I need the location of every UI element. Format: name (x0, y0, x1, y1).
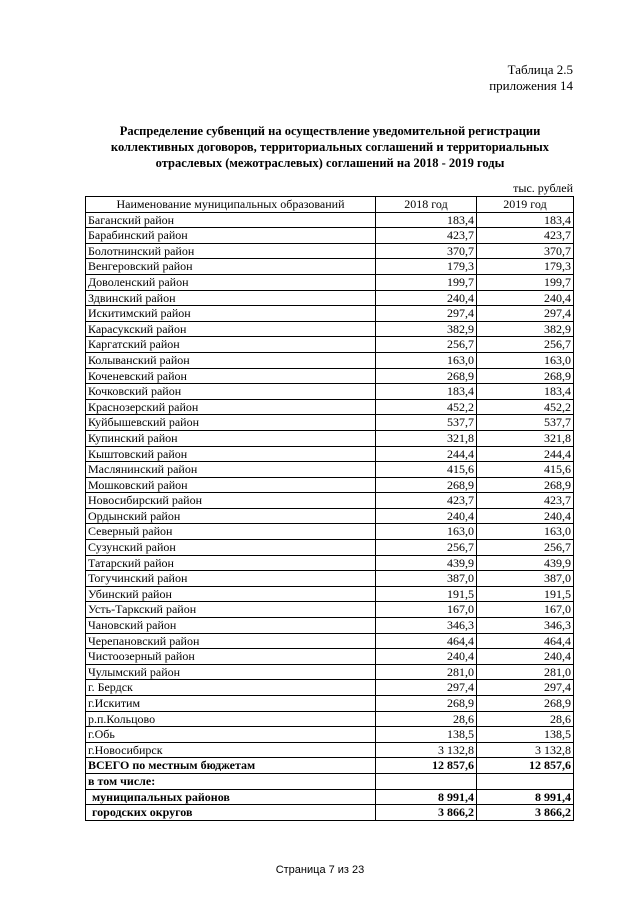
value-2019-cell: 382,9 (477, 321, 574, 337)
table-reference-line2: приложения 14 (489, 78, 573, 93)
value-2018-cell: 28,6 (376, 711, 477, 727)
table-row (86, 212, 574, 228)
value-2018-cell: 268,9 (376, 696, 477, 712)
value-2018-cell: 199,7 (376, 274, 477, 290)
table-row (86, 337, 574, 353)
value-2019-cell: 240,4 (477, 290, 574, 306)
table-row (86, 415, 574, 431)
table-row (86, 727, 574, 743)
value-2019-cell: 3 132,8 (477, 742, 574, 758)
table-row (86, 555, 574, 571)
value-2019-cell: 387,0 (477, 571, 574, 587)
value-2019-cell: 439,9 (477, 555, 574, 571)
title-line-3: отраслевых (межотраслевых) соглашений на 2018 - 2019 годы (155, 156, 505, 170)
value-2018-cell: 12 857,6 (376, 758, 477, 774)
row-name-cell: Чулымский район (86, 664, 376, 680)
value-2018-cell: 167,0 (376, 602, 477, 618)
table-row (86, 618, 574, 634)
value-2018-cell: 423,7 (376, 493, 477, 509)
table-row (86, 259, 574, 275)
row-name-cell: Коченевский район (86, 368, 376, 384)
row-name-cell: г.Обь (86, 727, 376, 743)
table-row (86, 228, 574, 244)
value-2019-cell: 8 991,4 (477, 789, 574, 805)
value-2019-cell: 415,6 (477, 462, 574, 478)
subsidy-table (85, 196, 574, 821)
row-name-cell: Усть-Таркский район (86, 602, 376, 618)
value-2019-cell: 268,9 (477, 368, 574, 384)
value-2019-cell: 464,4 (477, 633, 574, 649)
value-2018-cell: 464,4 (376, 633, 477, 649)
row-name-cell: Болотнинский район (86, 243, 376, 259)
value-2018-cell: 423,7 (376, 228, 477, 244)
row-name-cell: Новосибирский район (86, 493, 376, 509)
value-2019-cell: 452,2 (477, 399, 574, 415)
row-name-cell: г.Искитим (86, 696, 376, 712)
table-row (86, 306, 574, 322)
row-name-cell: Ордынский район (86, 508, 376, 524)
value-2019-cell: 163,0 (477, 524, 574, 540)
value-2019-cell: 167,0 (477, 602, 574, 618)
row-name-cell: Маслянинский район (86, 462, 376, 478)
table-reference-line1: Таблица 2.5 (507, 62, 573, 77)
table-row (86, 321, 574, 337)
row-name-cell: Барабинский район (86, 228, 376, 244)
table-row (86, 290, 574, 306)
row-name-cell: г. Бердск (86, 680, 376, 696)
value-2019-cell: 179,3 (477, 259, 574, 275)
table-row (86, 602, 574, 618)
table-row (86, 524, 574, 540)
table-row (86, 586, 574, 602)
row-name-cell: Баганский район (86, 212, 376, 228)
value-2018-cell: 183,4 (376, 212, 477, 228)
table-header-row (86, 197, 574, 213)
value-2019-cell: 423,7 (477, 228, 574, 244)
row-name-cell: Карасукский район (86, 321, 376, 337)
row-name-cell: Здвинский район (86, 290, 376, 306)
row-name-cell: г.Новосибирск (86, 742, 376, 758)
value-2019-cell: 346,3 (477, 618, 574, 634)
table-row (86, 633, 574, 649)
table-row-including (86, 773, 574, 789)
row-name-cell: Сузунский район (86, 540, 376, 556)
value-2018-cell: 191,5 (376, 586, 477, 602)
value-2018-cell: 179,3 (376, 259, 477, 275)
value-2019-cell: 537,7 (477, 415, 574, 431)
row-name-cell: Чистоозерный район (86, 649, 376, 665)
empty-cell (477, 773, 574, 789)
row-name-cell: Кыштовский район (86, 446, 376, 462)
row-name-cell: Колыванский район (86, 352, 376, 368)
table-row (86, 399, 574, 415)
value-2019-cell: 256,7 (477, 337, 574, 353)
value-2019-cell: 256,7 (477, 540, 574, 556)
value-2019-cell: 138,5 (477, 727, 574, 743)
value-2018-cell: 297,4 (376, 306, 477, 322)
table-row (86, 508, 574, 524)
table-row (86, 649, 574, 665)
table-row (86, 540, 574, 556)
including-label: в том числе: (86, 773, 376, 789)
row-name-cell: Тогучинский район (86, 571, 376, 587)
value-2019-cell: 240,4 (477, 649, 574, 665)
value-2018-cell: 281,0 (376, 664, 477, 680)
value-2019-cell: 3 866,2 (477, 805, 574, 821)
value-2018-cell: 163,0 (376, 524, 477, 540)
value-2018-cell: 256,7 (376, 540, 477, 556)
row-name-cell: Искитимский район (86, 306, 376, 322)
value-2018-cell: 138,5 (376, 727, 477, 743)
document-title (80, 123, 580, 171)
row-name-cell: Северный район (86, 524, 376, 540)
column-header-2019: 2019 год (477, 197, 574, 213)
value-2018-cell: 452,2 (376, 399, 477, 415)
row-name-cell: Черепановский район (86, 633, 376, 649)
value-2018-cell: 387,0 (376, 571, 477, 587)
value-2019-cell: 423,7 (477, 493, 574, 509)
value-2019-cell: 268,9 (477, 696, 574, 712)
table-row (86, 368, 574, 384)
value-2019-cell: 244,4 (477, 446, 574, 462)
table-row (86, 789, 574, 805)
title-line-2: коллективных договоров, территориальных соглашений и территориальных (110, 140, 550, 154)
value-2018-cell: 268,9 (376, 368, 477, 384)
page-number: Страница 7 из 23 (275, 864, 365, 876)
value-2018-cell: 163,0 (376, 352, 477, 368)
value-2019-cell: 370,7 (477, 243, 574, 259)
row-name-cell: Купинский район (86, 430, 376, 446)
value-2019-cell: 240,4 (477, 508, 574, 524)
value-2019-cell: 12 857,6 (477, 758, 574, 774)
value-2019-cell: 163,0 (477, 352, 574, 368)
value-2019-cell: 268,9 (477, 477, 574, 493)
table-row (86, 352, 574, 368)
value-2018-cell: 415,6 (376, 462, 477, 478)
column-header-name: Наименование муниципальных образований (86, 197, 376, 213)
row-name-cell: муниципальных районов (86, 789, 376, 805)
table-row (86, 680, 574, 696)
row-name-cell: Куйбышевский район (86, 415, 376, 431)
row-name-cell: р.п.Кольцово (86, 711, 376, 727)
table-row (86, 758, 574, 774)
value-2018-cell: 297,4 (376, 680, 477, 696)
value-2019-cell: 191,5 (477, 586, 574, 602)
table-row (86, 664, 574, 680)
value-2019-cell: 199,7 (477, 274, 574, 290)
value-2019-cell: 297,4 (477, 306, 574, 322)
table-row (86, 243, 574, 259)
table-row (86, 711, 574, 727)
value-2018-cell: 244,4 (376, 446, 477, 462)
row-name-cell: Каргатский район (86, 337, 376, 353)
table-row (86, 571, 574, 587)
value-2018-cell: 439,9 (376, 555, 477, 571)
title-line-1: Распределение субвенций на осуществление уведомительной регистрации (119, 124, 541, 138)
value-2018-cell: 370,7 (376, 243, 477, 259)
table-row (86, 462, 574, 478)
row-name-cell: Краснозерский район (86, 399, 376, 415)
value-2018-cell: 382,9 (376, 321, 477, 337)
value-2018-cell: 537,7 (376, 415, 477, 431)
row-name-cell: ВСЕГО по местным бюджетам (86, 758, 376, 774)
row-name-cell: Венгеровский район (86, 259, 376, 275)
value-2018-cell: 346,3 (376, 618, 477, 634)
table-row (86, 742, 574, 758)
value-2018-cell: 240,4 (376, 508, 477, 524)
row-name-cell: Чановский район (86, 618, 376, 634)
column-header-2018: 2018 год (376, 197, 477, 213)
value-2018-cell: 3 132,8 (376, 742, 477, 758)
table-row (86, 430, 574, 446)
value-2018-cell: 3 866,2 (376, 805, 477, 821)
table-row (86, 446, 574, 462)
table-row (86, 805, 574, 821)
value-2018-cell: 183,4 (376, 384, 477, 400)
value-2019-cell: 28,6 (477, 711, 574, 727)
row-name-cell: городских округов (86, 805, 376, 821)
unit-label: тыс. рублей (513, 181, 573, 195)
value-2018-cell: 240,4 (376, 290, 477, 306)
table-row (86, 696, 574, 712)
table-row (86, 493, 574, 509)
value-2019-cell: 297,4 (477, 680, 574, 696)
row-name-cell: Доволенский район (86, 274, 376, 290)
row-name-cell: Татарский район (86, 555, 376, 571)
table-row (86, 477, 574, 493)
table-row (86, 274, 574, 290)
value-2018-cell: 256,7 (376, 337, 477, 353)
value-2019-cell: 281,0 (477, 664, 574, 680)
value-2019-cell: 321,8 (477, 430, 574, 446)
value-2018-cell: 240,4 (376, 649, 477, 665)
table-row (86, 384, 574, 400)
value-2019-cell: 183,4 (477, 212, 574, 228)
value-2018-cell: 268,9 (376, 477, 477, 493)
value-2019-cell: 183,4 (477, 384, 574, 400)
row-name-cell: Кочковский район (86, 384, 376, 400)
value-2018-cell: 8 991,4 (376, 789, 477, 805)
value-2018-cell: 321,8 (376, 430, 477, 446)
row-name-cell: Мошковский район (86, 477, 376, 493)
empty-cell (376, 773, 477, 789)
row-name-cell: Убинский район (86, 586, 376, 602)
